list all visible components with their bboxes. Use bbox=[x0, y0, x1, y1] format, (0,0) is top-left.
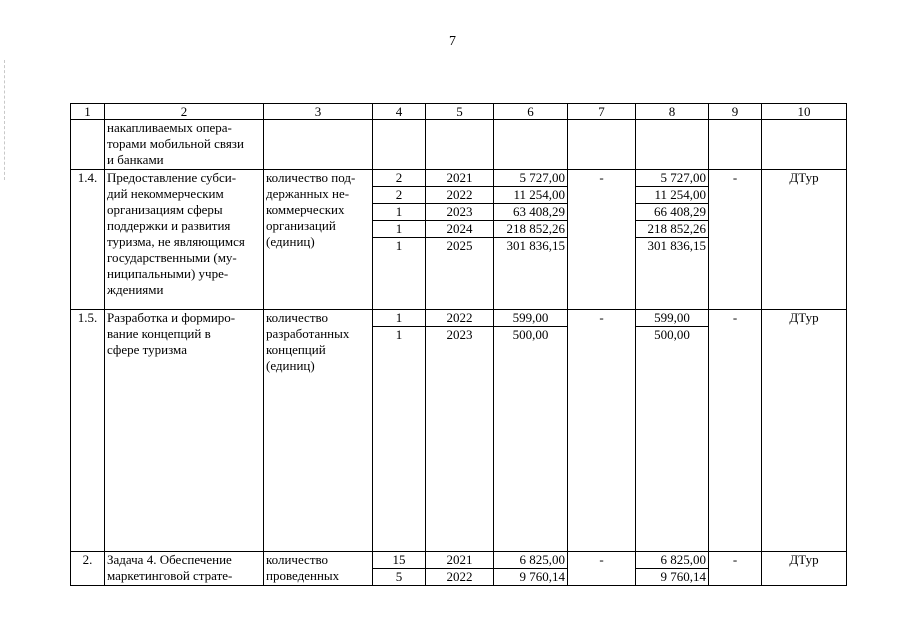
header-cell: 5 bbox=[426, 104, 494, 120]
dash-cell: - bbox=[568, 552, 636, 586]
dash-cell: - bbox=[568, 170, 636, 310]
table-header-row bbox=[71, 104, 847, 120]
header-cell: 2 bbox=[105, 104, 264, 120]
row-indicator: количество разработанных концепций (единиц) bbox=[264, 310, 373, 552]
indicator-values: 15 5 bbox=[373, 552, 426, 586]
row-number: 1.4. bbox=[71, 170, 105, 310]
table-row-1-5 bbox=[71, 310, 847, 552]
header-cell: 10 bbox=[762, 104, 847, 120]
amount-values: 5 727,00 11 254,00 66 408,29 218 852,26 301 836,15 bbox=[636, 170, 709, 310]
row-description: Предоставление субси- дий некоммерческим организациям сферы поддержки и развития туризма, не являющимся государственными (му- ниципальными) учре- ждениями bbox=[105, 170, 264, 310]
row-number: 1.5. bbox=[71, 310, 105, 552]
scan-edge-marks bbox=[4, 60, 7, 180]
dash-cell: - bbox=[709, 310, 762, 552]
table-row-continuation bbox=[71, 120, 847, 170]
amount-values: 5 727,00 11 254,00 63 408,29 218 852,26 301 836,15 bbox=[494, 170, 568, 310]
row-description: Разработка и формиро- вание концепций в сфере туризма bbox=[105, 310, 264, 552]
year-values: 2021 2022 bbox=[426, 552, 494, 586]
dash-cell: - bbox=[709, 552, 762, 586]
row-indicator: количество проведенных bbox=[264, 552, 373, 586]
header-cell: 7 bbox=[568, 104, 636, 120]
page-number: 7 bbox=[449, 34, 456, 49]
responsible-cell: ДТур bbox=[762, 552, 847, 586]
year-values: 2021 2022 2023 2024 2025 bbox=[426, 170, 494, 310]
amount-values: 6 825,00 9 760,14 bbox=[494, 552, 568, 586]
amount-values: 6 825,00 9 760,14 bbox=[636, 552, 709, 586]
header-cell: 8 bbox=[636, 104, 709, 120]
budget-table bbox=[70, 103, 847, 586]
table-row-2 bbox=[71, 552, 847, 586]
row-description: Задача 4. Обеспечение маркетинговой страте- bbox=[105, 552, 264, 586]
header-cell: 9 bbox=[709, 104, 762, 120]
header-cell: 6 bbox=[494, 104, 568, 120]
header-cell: 3 bbox=[264, 104, 373, 120]
responsible-cell: ДТур bbox=[762, 170, 847, 310]
indicator-values: 2 2 1 1 1 bbox=[373, 170, 426, 310]
responsible-cell: ДТур bbox=[762, 310, 847, 552]
amount-values: 599,00 500,00 bbox=[636, 310, 709, 552]
row-indicator: количество под- держанных не- коммерческих организаций (единиц) bbox=[264, 170, 373, 310]
amount-values: 599,00 500,00 bbox=[494, 310, 568, 552]
header-cell: 1 bbox=[71, 104, 105, 120]
dash-cell: - bbox=[568, 310, 636, 552]
dash-cell: - bbox=[709, 170, 762, 310]
indicator-values: 1 1 bbox=[373, 310, 426, 552]
table-row-1-4 bbox=[71, 170, 847, 310]
year-values: 2022 2023 bbox=[426, 310, 494, 552]
header-cell: 4 bbox=[373, 104, 426, 120]
row-number: 2. bbox=[71, 552, 105, 586]
row-description: накапливаемых опера- торами мобильной связи и банками bbox=[105, 120, 264, 170]
